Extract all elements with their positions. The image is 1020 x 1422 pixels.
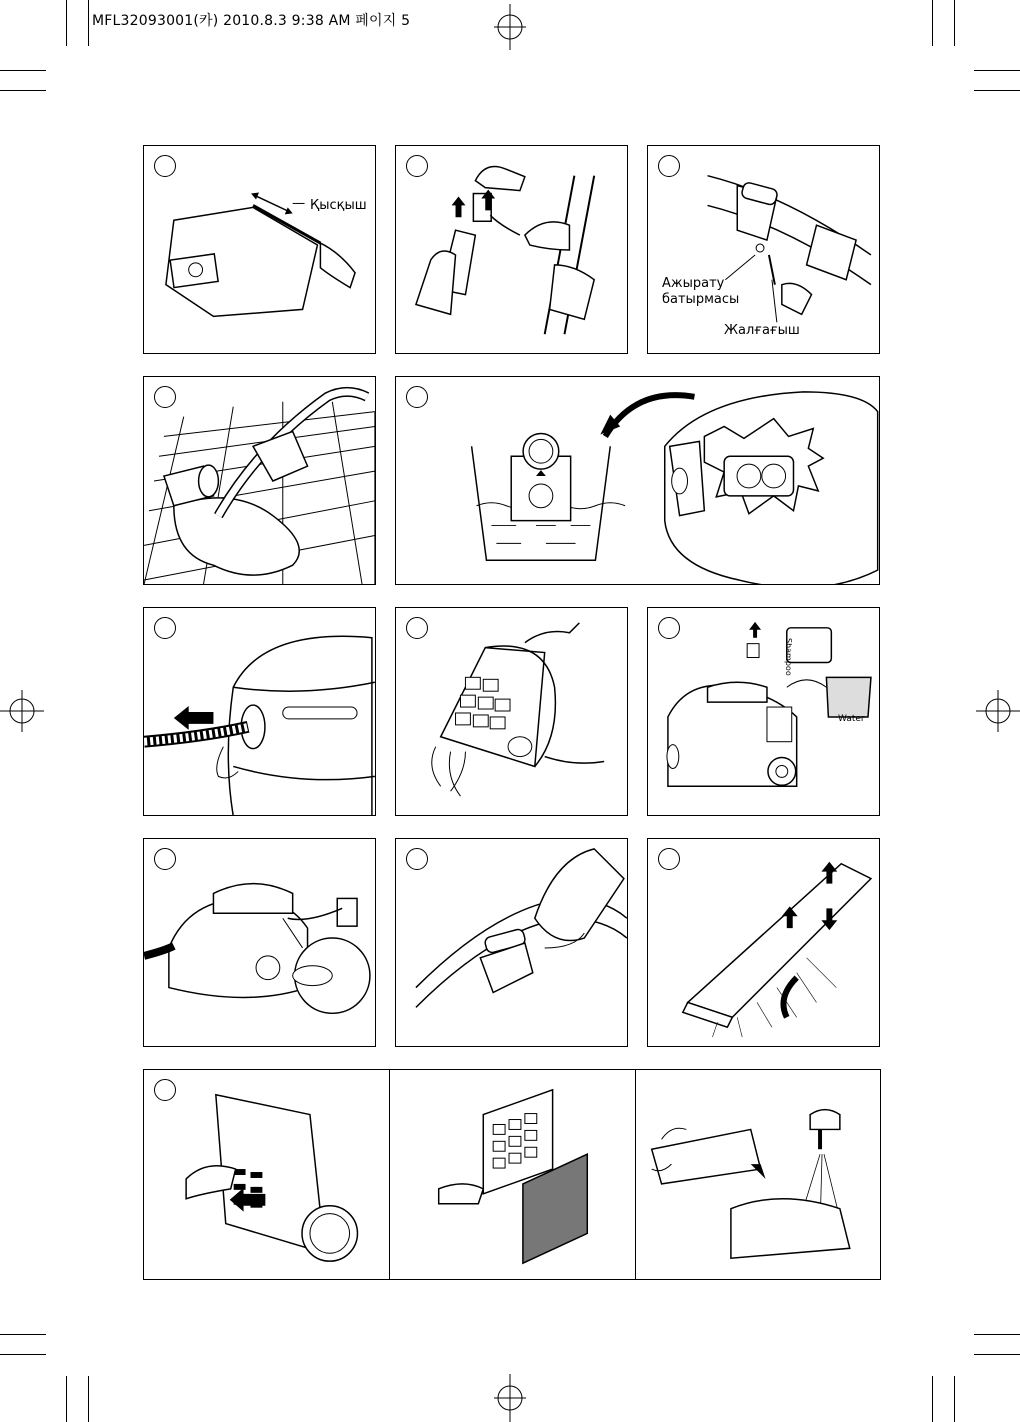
step-number-circle xyxy=(658,617,680,639)
print-header-slug: MFL32093001(카) 2010.8.3 9:38 AM 페이지 5 xyxy=(92,13,411,29)
registration-mark-bottom xyxy=(490,1374,530,1422)
panel-step-5-empty-tank xyxy=(395,376,880,585)
remove-bag-illustration xyxy=(396,146,627,353)
panel-step-11-spray xyxy=(647,838,880,1047)
filter-cleaning-illustration xyxy=(144,1070,880,1279)
water-jug-label: Water xyxy=(838,714,865,724)
step-number-circle xyxy=(154,155,176,177)
hold-handle-illustration xyxy=(396,839,627,1046)
dust-bag-illustration xyxy=(144,146,375,353)
pour-water-illustration xyxy=(396,608,627,815)
release-button-label xyxy=(662,276,739,308)
clip-label: Қысқыш xyxy=(310,198,367,213)
empty-tank-illustration xyxy=(396,377,879,584)
step-number-circle xyxy=(154,1079,176,1101)
panel-step-12-filter-cleaning xyxy=(143,1069,881,1280)
detach-hose-illustration xyxy=(144,608,375,815)
release-button-label-line2: батырмасы xyxy=(662,292,740,307)
connector-label: Жалғағыш xyxy=(724,323,800,338)
step-number-circle xyxy=(406,155,428,177)
panel-step-6-detach-hose xyxy=(143,607,376,816)
step-number-circle xyxy=(406,848,428,870)
panel-step-1-dust-bag xyxy=(143,145,376,354)
panel-step-3-connector xyxy=(647,145,880,354)
panel-step-2-remove-bag xyxy=(395,145,628,354)
registration-mark-top xyxy=(490,2,530,52)
floor-water-illustration xyxy=(144,377,375,584)
shampoo-bottle-label: Shampoo xyxy=(784,638,793,676)
panel-step-4-water-pickup xyxy=(143,376,376,585)
step-number-circle xyxy=(406,617,428,639)
panel-step-8-fill-shampoo xyxy=(647,607,880,816)
fill-shampoo-illustration xyxy=(648,608,879,815)
panel-step-7-pour-water xyxy=(395,607,628,816)
release-button-label-line1: Ажырату xyxy=(662,276,725,291)
registration-mark-left xyxy=(0,690,46,732)
panel-step-9-plug-in xyxy=(143,838,376,1047)
connector-illustration xyxy=(648,146,879,353)
step-number-circle xyxy=(154,386,176,408)
panel-step-10-hold-handle xyxy=(395,838,628,1047)
step-number-circle xyxy=(154,617,176,639)
plug-in-illustration xyxy=(144,839,375,1046)
step-number-circle xyxy=(658,155,680,177)
step-number-circle xyxy=(154,848,176,870)
step-number-circle xyxy=(406,386,428,408)
spray-illustration xyxy=(648,839,879,1046)
step-number-circle xyxy=(658,848,680,870)
registration-mark-right xyxy=(974,690,1020,732)
